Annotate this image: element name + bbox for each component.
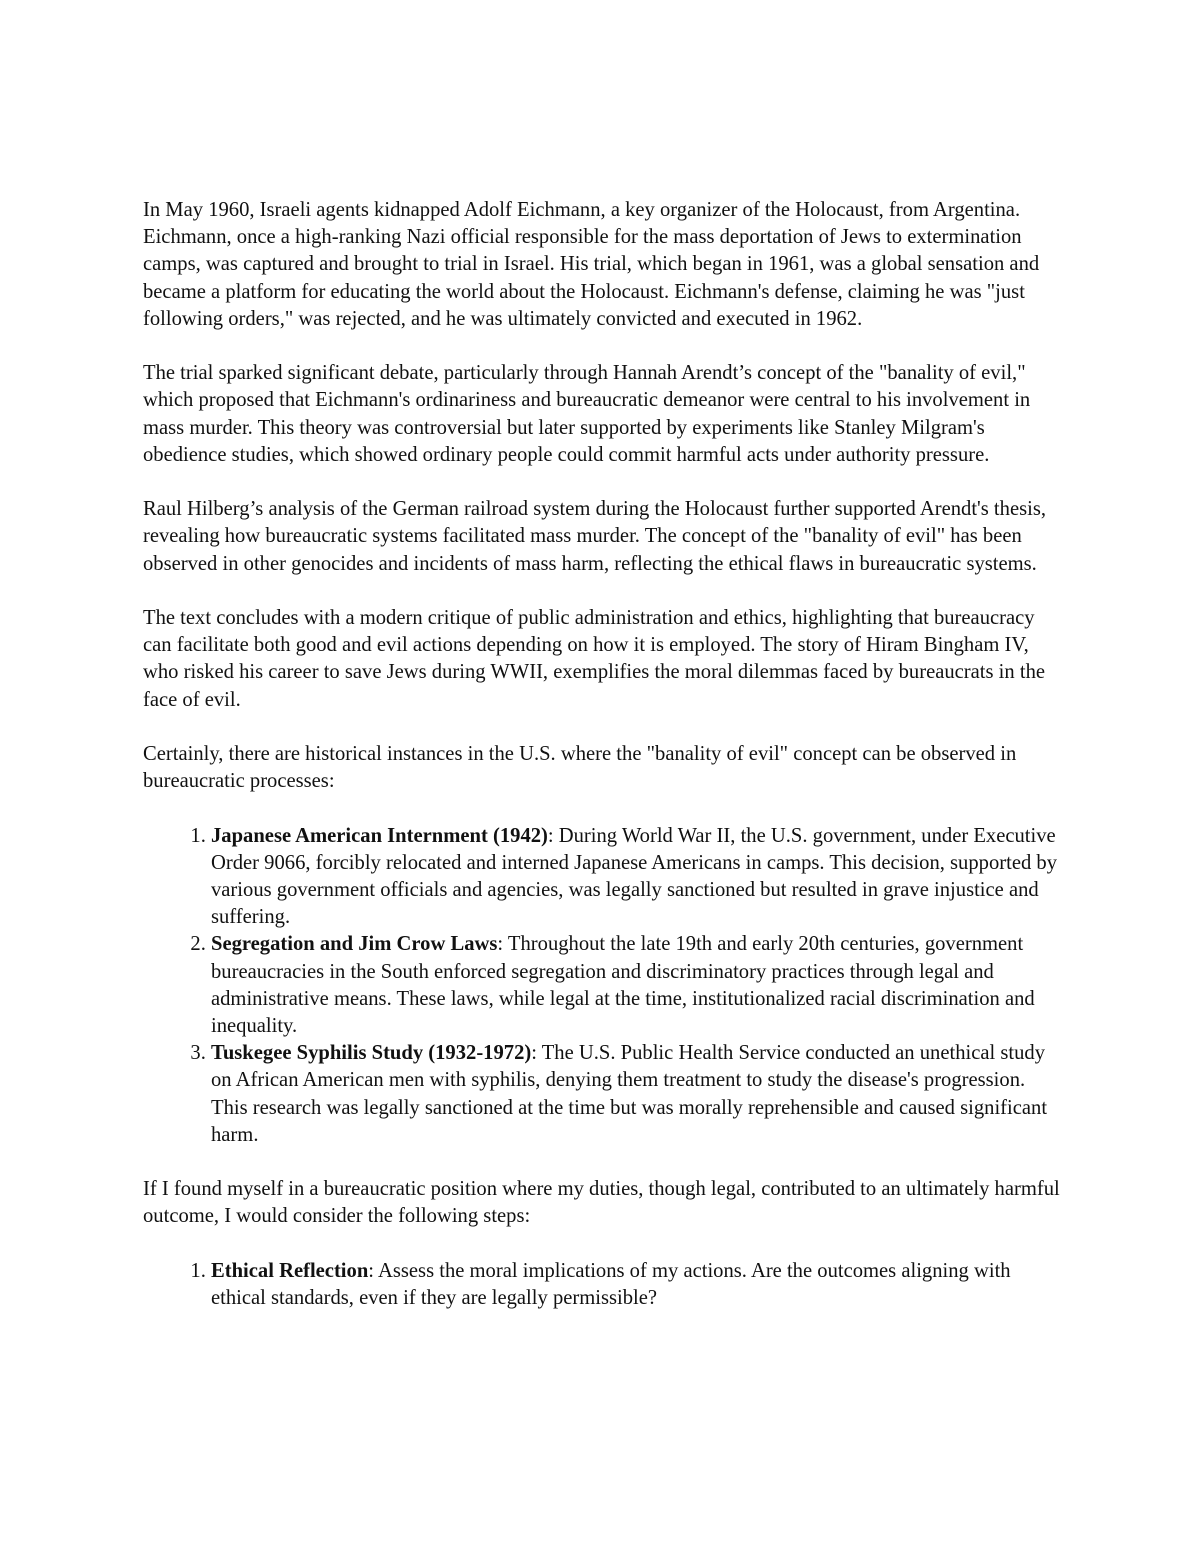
list-item [211, 823, 1063, 932]
list-item [211, 1040, 1063, 1149]
document-body [143, 197, 1063, 1339]
list-item-term: Tuskegee Syphilis Study (1932-1972) [211, 1042, 532, 1065]
list-item-term: Segregation and Jim Crow Laws [211, 933, 498, 956]
list-item [211, 1258, 1063, 1312]
list-item-text: : During World War II, the U.S. government, under Executive Order 9066, forcibly relocated and interned Japanese Americans in camps. This decision, supported by various government officials and agencies, was legally sanctioned but resulted in grave injustice and suffering. [211, 824, 1058, 929]
paragraph-personal-steps-intro: If I found myself in a bureaucratic position where my duties, though legal, contributed to an ultimately harmful outcome, I would consider the following steps: [143, 1178, 1060, 1228]
paragraph-hilberg-analysis: Raul Hilberg’s analysis of the German railroad system during the Holocaust further supported Arendt's thesis, revealing how bureaucratic systems facilitated mass murder. The concept of the "banality of evil" has been observed in other genocides and incidents of mass harm, reflecting the ethical flaws in bureaucratic systems. [143, 498, 1046, 575]
list-item-text: : Assess the moral implications of my actions. Are the outcomes aligning with ethical standards, even if they are legally permissible? [211, 1259, 1011, 1310]
us-examples-list [143, 823, 1063, 1149]
list-item-text: : Throughout the late 19th and early 20th centuries, government bureaucracies in the South enforced segregation and discriminatory practices through legal and administrative means. These laws, while legal at the time, institutionalized racial discrimination and inequality. [211, 933, 1035, 1038]
paragraph-eichmann-capture: In May 1960, Israeli agents kidnapped Adolf Eichmann, a key organizer of the Holocaust, from Argentina. Eichmann, once a high-ranking Nazi official responsible for the mass deportation of Jews to extermination camps, was captured and brought to trial in Israel. His trial, which began in 1961, was a global sensation and became a platform for educating the world about the Holocaust. Eichmann's defense, claiming he was "just following orders," was rejected, and he was ultimately convicted and executed in 1962. [143, 199, 1040, 330]
list-item [211, 931, 1063, 1040]
list-item-text: : The U.S. Public Health Service conducted an unethical study on African American men with syphilis, denying them treatment to study the disease's progression. This research was legally sanctioned at the time but was morally reprehensible and caused significant harm. [211, 1042, 1048, 1146]
paragraph-us-instances-intro: Certainly, there are historical instances in the U.S. where the "banality of evil" concept can be observed in bureaucratic processes: [143, 743, 1017, 793]
list-item-term: Ethical Reflection [211, 1259, 369, 1282]
steps-list [143, 1258, 1063, 1312]
list-item-term: Japanese American Internment (1942) [211, 824, 548, 847]
paragraph-banality-of-evil: The trial sparked significant debate, particularly through Hannah Arendt’s concept of the "banality of evil," which proposed that Eichmann's ordinariness and bureaucratic demeanor were central to his involvement in mass murder. This theory was controversial but later supported by experiments like Stanley Milgram's obedience studies, which showed ordinary people could commit harmful acts under authority pressure. [143, 362, 1031, 466]
paragraph-modern-critique: The text concludes with a modern critique of public administration and ethics, highlighting that bureaucracy can facilitate both good and evil actions depending on how it is employed. The story of Hiram Bingham IV, who risked his career to save Jews during WWII, exemplifies the moral dilemmas faced by bureaucrats in the face of evil. [143, 607, 1046, 711]
